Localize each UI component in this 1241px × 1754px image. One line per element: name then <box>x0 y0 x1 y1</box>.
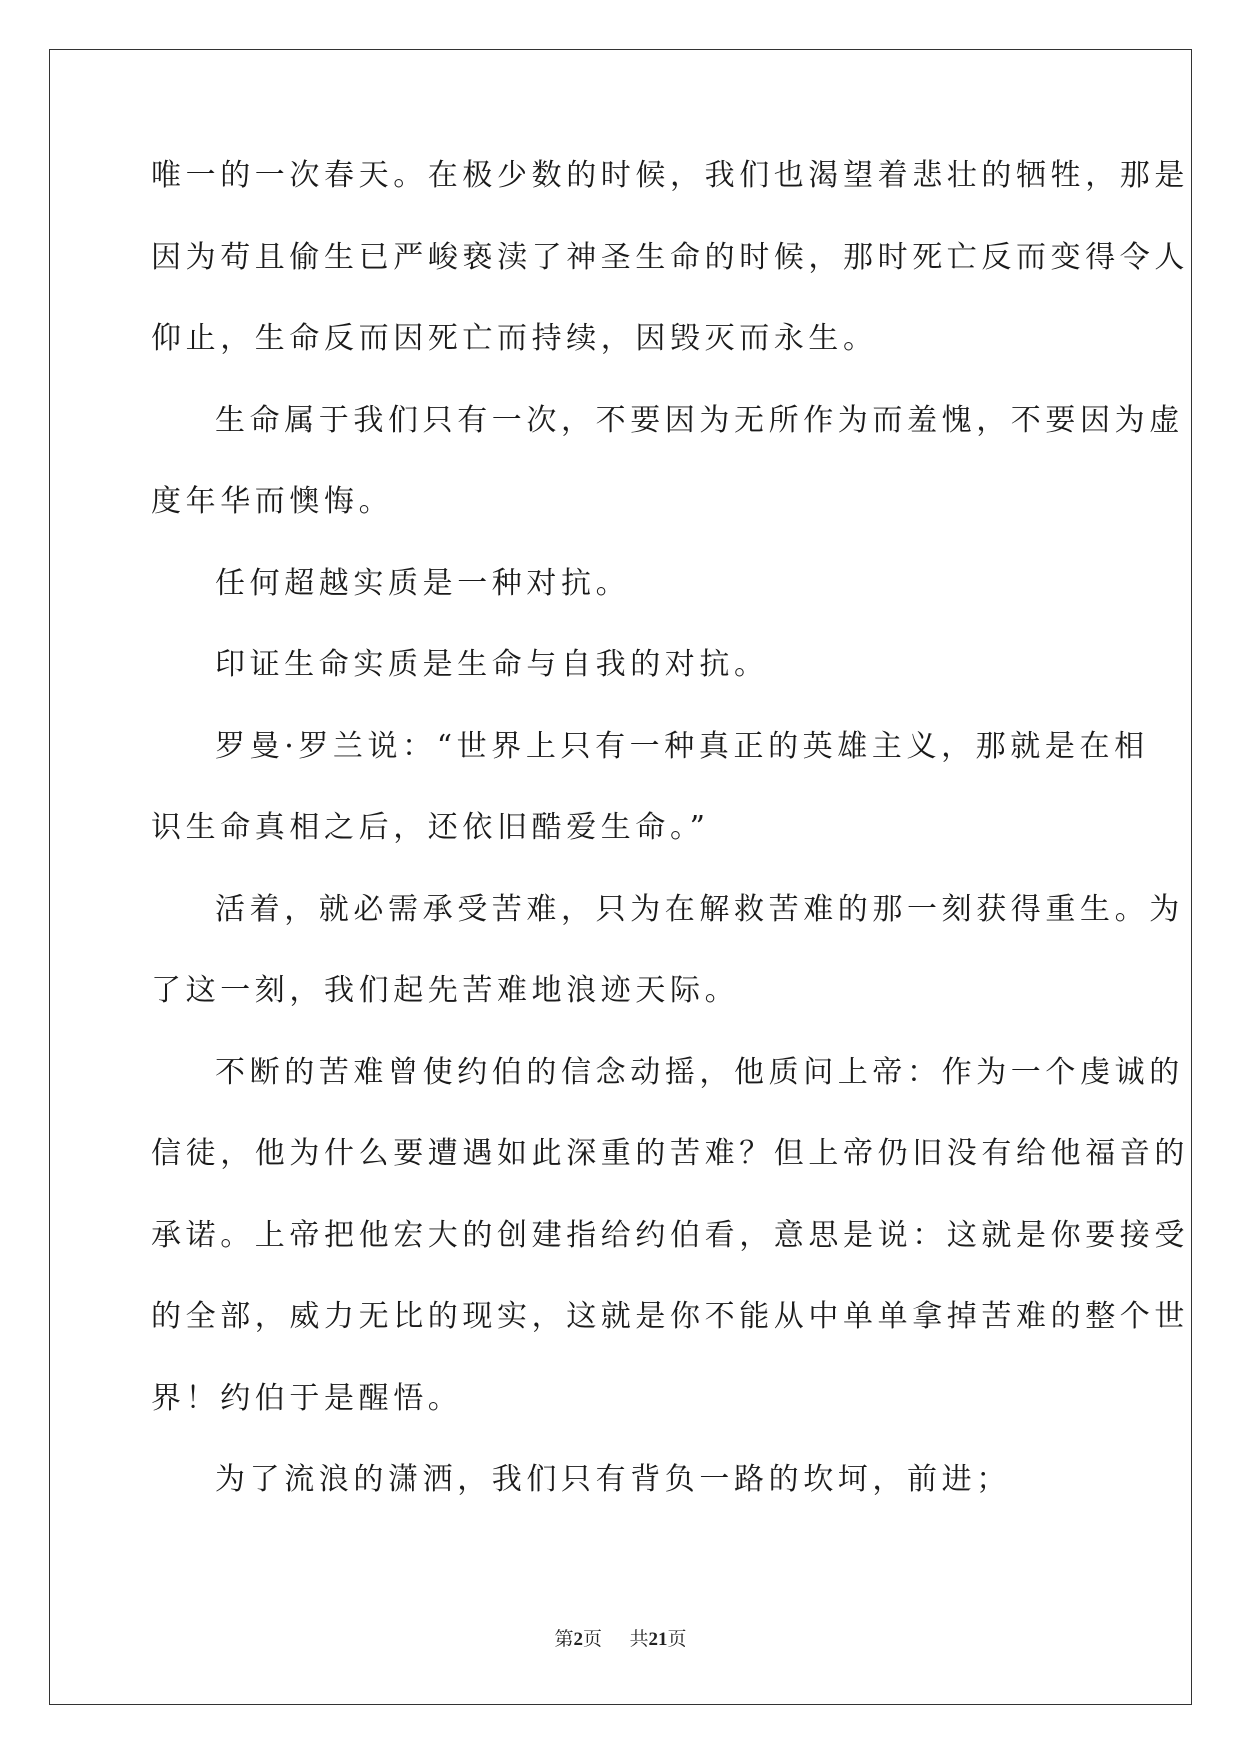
text-line: 仰止，生命反而因死亡而持续，因毁灭而永生。 <box>151 321 878 356</box>
page-suffix: 页 <box>582 1629 602 1650</box>
text-line: 印证生命实质是生命与自我的对抗。 <box>215 647 769 682</box>
text-line: 唯一的一次春天。在极少数的时候，我们也渴望着悲壮的牺牲，那是 <box>151 158 1189 193</box>
page-prefix: 第 <box>554 1629 574 1650</box>
total-suffix: 页 <box>667 1629 687 1650</box>
text-line: 生命属于我们只有一次，不要因为无所作为而羞愧，不要因为虚 <box>215 402 1184 438</box>
page-footer <box>0 1624 1241 1651</box>
text-line: 了这一刻，我们起先苦难地浪迹天际。 <box>151 973 740 1008</box>
text-line: 识生命真相之后，还依旧酷爱生命。” <box>151 810 710 845</box>
current-page: 2 <box>573 1629 583 1650</box>
page-number <box>554 1624 602 1651</box>
text-line: 界！约伯于是醒悟。 <box>151 1380 463 1416</box>
page-total <box>630 1624 687 1651</box>
text-line: 承诺。上帝把他宏大的创建指给约伯看，意思是说：这就是你要接受 <box>151 1217 1189 1253</box>
text-line: 罗曼·罗兰说：“世界上只有一种真正的英雄主义，那就是在相 <box>215 728 1149 764</box>
text-line: 信徒，他为什么要遭遇如此深重的苦难？但上帝仍旧没有给他福音的 <box>151 1136 1189 1171</box>
text-line: 不断的苦难曾使约伯的信念动摇，他质问上帝：作为一个虔诚的 <box>215 1054 1184 1090</box>
total-pages: 21 <box>648 1629 668 1650</box>
text-line: 为了流浪的潇洒，我们只有背负一路的坎坷，前进； <box>215 1462 1011 1497</box>
text-line: 度年华而懊悔。 <box>151 484 394 519</box>
text-line: 因为苟且偷生已严峻亵渎了神圣生命的时候，那时死亡反而变得令人 <box>151 239 1189 275</box>
text-line: 任何超越实质是一种对抗。 <box>215 565 631 601</box>
text-line: 的全部，威力无比的现实，这就是你不能从中单单拿掉苦难的整个世 <box>151 1299 1189 1334</box>
text-line: 活着，就必需承受苦难，只为在解救苦难的那一刻获得重生。为 <box>215 891 1184 927</box>
document-body <box>151 158 1189 1547</box>
total-prefix: 共 <box>629 1629 649 1650</box>
